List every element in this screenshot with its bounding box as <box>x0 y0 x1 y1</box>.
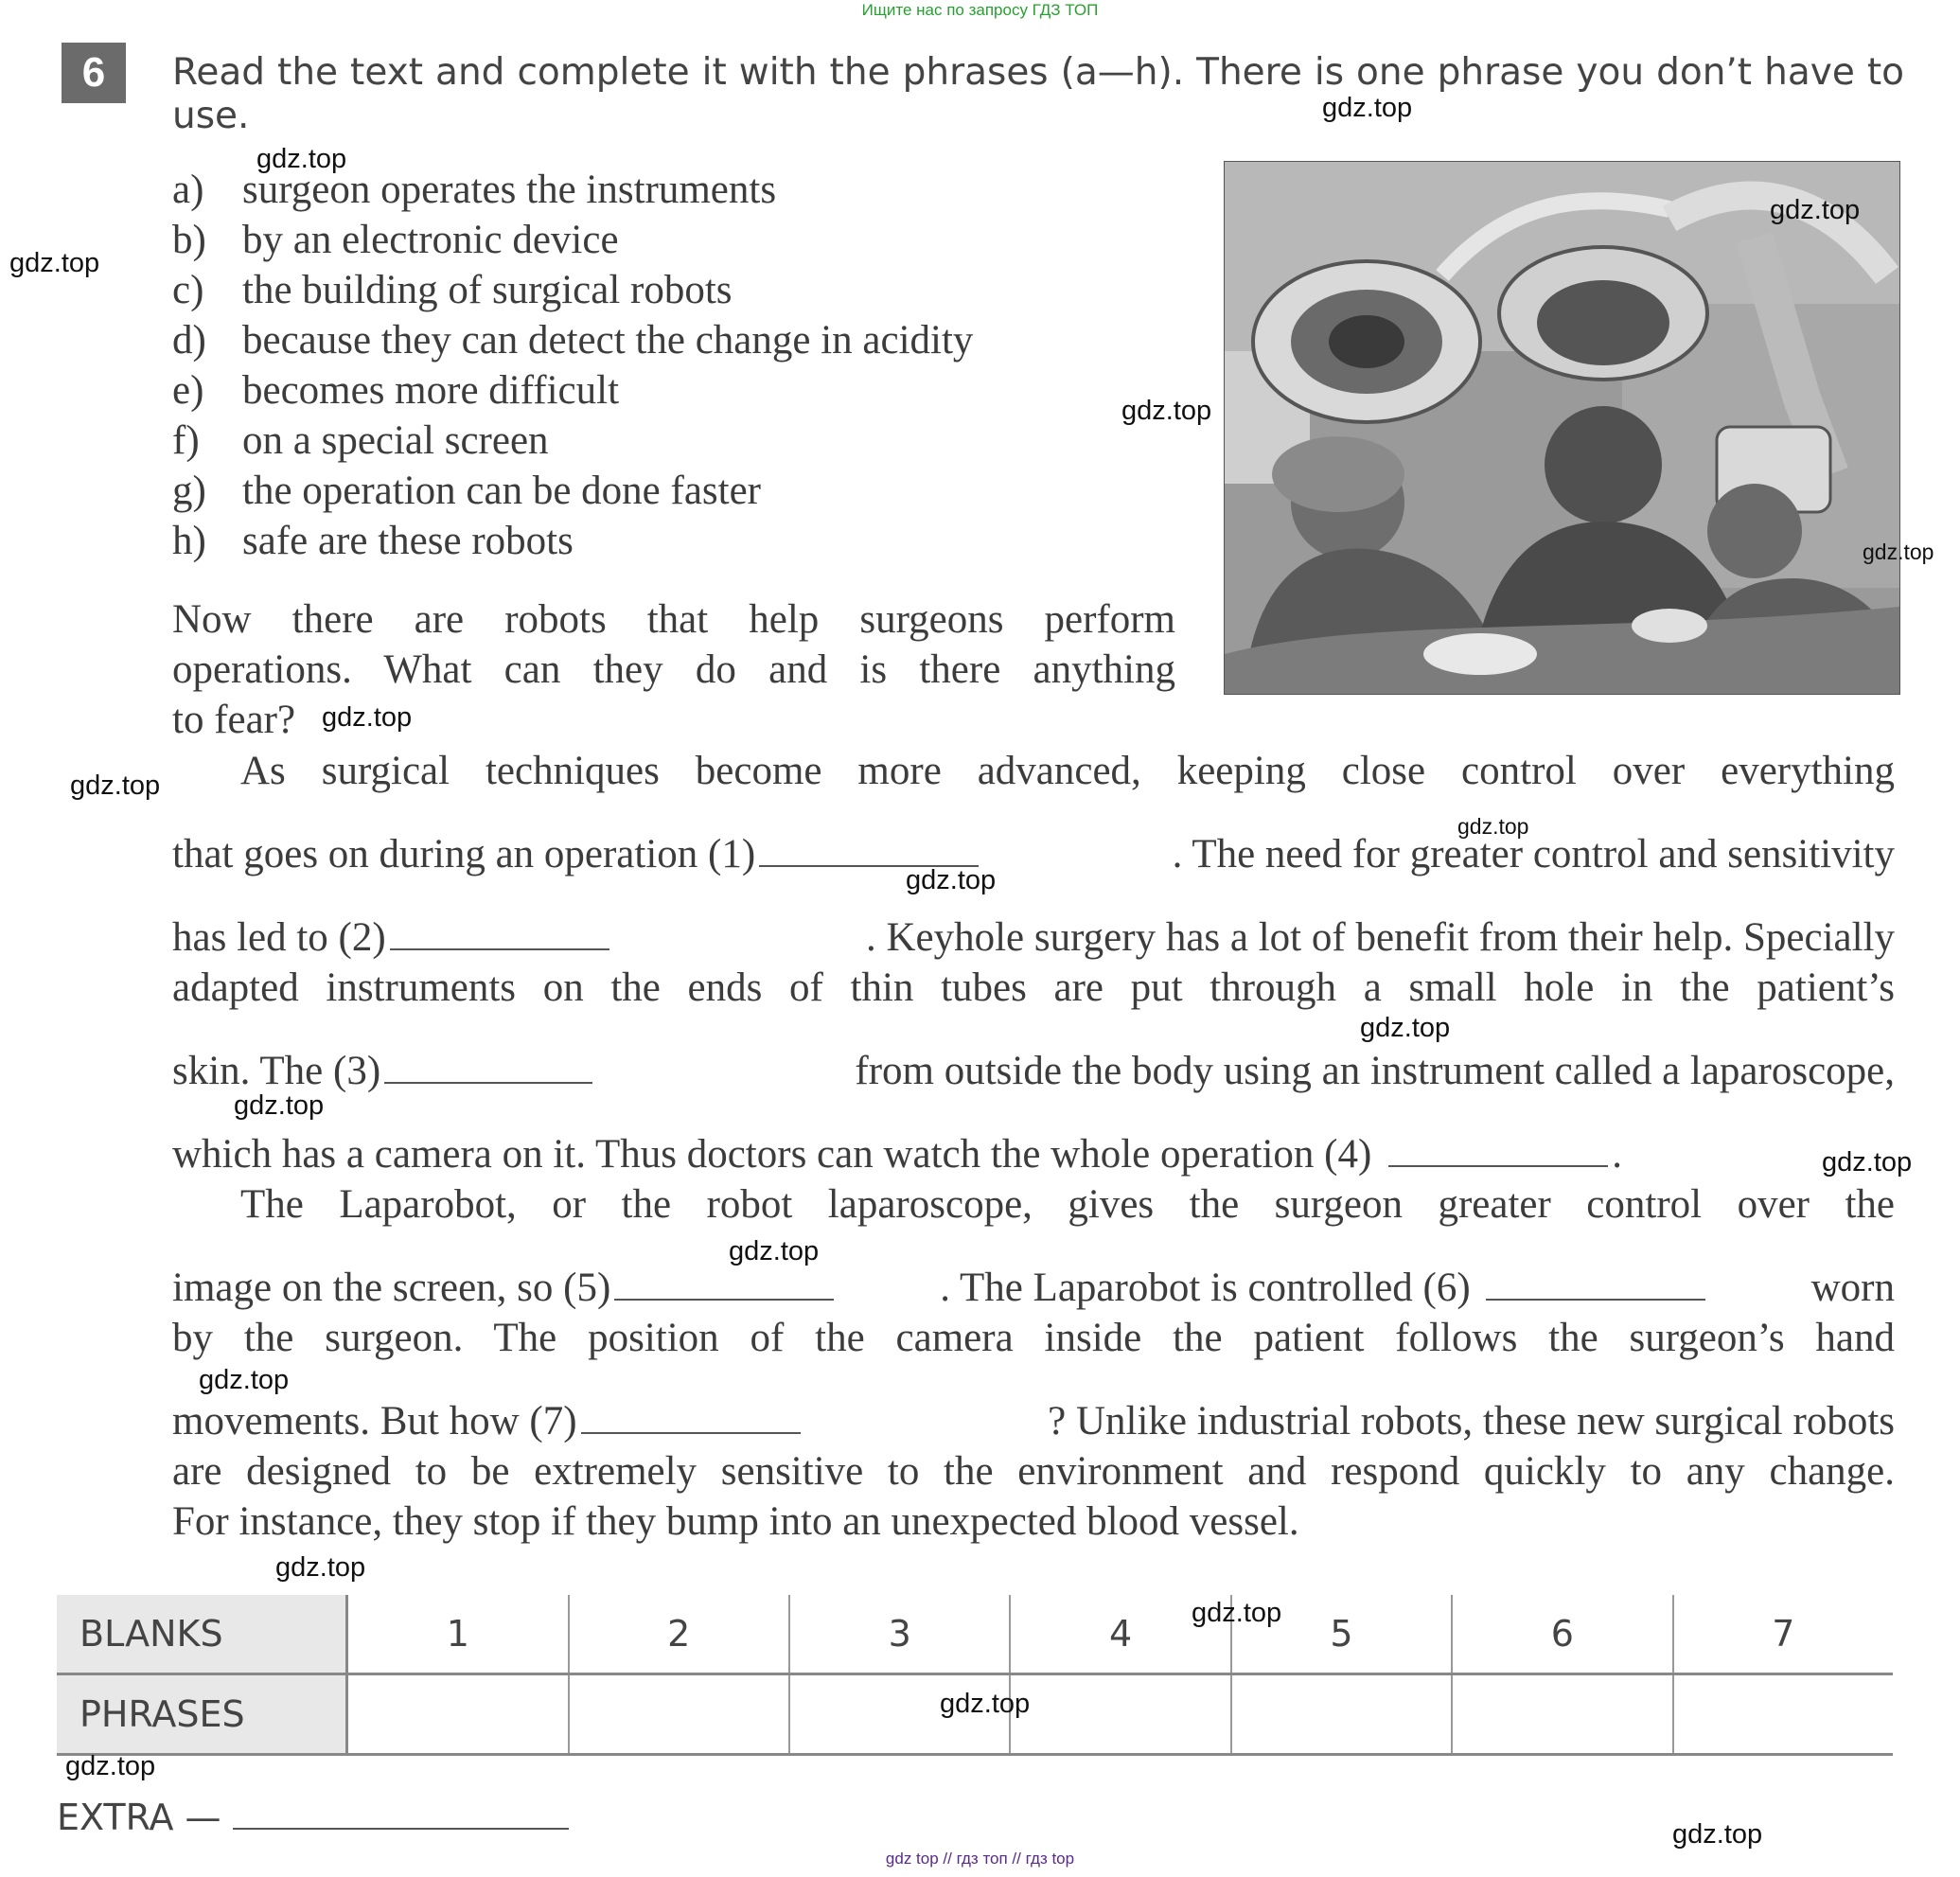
text-line-9: by the surgeon. The position of the camera inside the patient follows the surgeon’s hand <box>172 1316 1895 1360</box>
answer-cell-1[interactable] <box>347 1674 569 1755</box>
watermark: gdz.top <box>1457 814 1529 839</box>
answer-cell-4[interactable] <box>1010 1674 1230 1755</box>
answers-table <box>57 1595 1893 1756</box>
text-line-1: As surgical techniques become more advanced, keeping close control over everything <box>240 749 1895 793</box>
watermark: gdz.top <box>256 144 347 174</box>
watermark: gdz.top <box>906 865 997 895</box>
answer-cell-7[interactable] <box>1673 1674 1893 1755</box>
intro-line-2: operations. What can they do and is there anything <box>172 647 1175 692</box>
watermark: gdz.top <box>322 702 413 733</box>
text-line-8: image on the screen, so (5) . The Laparobot is controlled (6) worn <box>172 1266 1895 1310</box>
top-banner[interactable]: Ищите нас по запросу ГДЗ ТОП <box>861 1 1099 19</box>
answer-cell-2[interactable] <box>569 1674 789 1755</box>
phrase-c: c) the building of surgical robots <box>172 268 733 312</box>
blank-header-7: 7 <box>1673 1595 1893 1674</box>
phrase-h: h) safe are these robots <box>172 519 574 563</box>
exercise-number: 6 <box>62 43 126 103</box>
watermark: gdz.top <box>1863 540 1934 564</box>
text-line-2: that goes on during an operation (1) . The need for greater control and sensitivity <box>172 832 1895 877</box>
watermark: gdz.top <box>9 248 100 278</box>
surgery-photo <box>1224 161 1900 695</box>
watermark: gdz.top <box>1822 1147 1913 1178</box>
watermark: gdz.top <box>1192 1598 1282 1628</box>
text-line-7: The Laparobot, or the robot laparoscope, gives the surgeon greater control over the <box>240 1182 1895 1227</box>
phrase-e: e) becomes more difficult <box>172 368 620 413</box>
watermark: gdz.top <box>275 1552 366 1583</box>
bottom-banner[interactable]: gdz top // гдз топ // гдз top <box>885 1850 1075 1868</box>
phrase-b: b) by an electronic device <box>172 218 619 262</box>
watermark: gdz.top <box>1322 93 1413 123</box>
blank-header-5: 5 <box>1231 1595 1452 1674</box>
watermark: gdz.top <box>70 770 161 801</box>
text-line-3: has led to (2) . Keyhole surgery has a lot of benefit from their help. Specially <box>172 915 1895 960</box>
text-line-5: skin. The (3) from outside the body using an instrument called a laparoscope, <box>172 1049 1895 1093</box>
watermark: gdz.top <box>234 1090 325 1121</box>
watermark: gdz.top <box>1121 396 1212 426</box>
blanks-row <box>57 1595 1893 1674</box>
blank-3[interactable] <box>384 1072 592 1084</box>
phrase-f: f) on a special screen <box>172 418 549 463</box>
blank-header-3: 3 <box>789 1595 1010 1674</box>
watermark: gdz.top <box>199 1365 290 1395</box>
phrase-g: g) the operation can be done faster <box>172 469 761 513</box>
answer-cell-5[interactable] <box>1231 1674 1452 1755</box>
watermark: gdz.top <box>1770 195 1861 225</box>
blanks-label: BLANKS <box>57 1595 347 1674</box>
phrase-d: d) because they can detect the change in acidity <box>172 318 974 363</box>
blank-5[interactable] <box>614 1289 834 1301</box>
blank-header-2: 2 <box>569 1595 789 1674</box>
phrase-a: a) surgeon operates the instruments <box>172 168 777 212</box>
blank-6[interactable] <box>1486 1289 1705 1301</box>
text-line-4: adapted instruments on the ends of thin tubes are put through a small hole in the patient’s <box>172 965 1895 1010</box>
text-line-11: are designed to be extremely sensitive to the environment and respond quickly to any change. <box>172 1449 1895 1494</box>
blank-header-6: 6 <box>1452 1595 1672 1674</box>
blank-4[interactable] <box>1388 1156 1608 1167</box>
watermark: gdz.top <box>65 1751 156 1781</box>
blank-header-4: 4 <box>1010 1595 1230 1674</box>
text-line-6: which has a camera on it. Thus doctors can watch the whole operation (4) . <box>172 1132 1623 1177</box>
phrases-label: PHRASES <box>57 1674 347 1755</box>
blank-7[interactable] <box>581 1423 801 1434</box>
extra-answer-line[interactable] <box>233 1824 569 1830</box>
extra-answer <box>57 1797 569 1838</box>
intro-line-3: to fear? <box>172 698 296 742</box>
watermark: gdz.top <box>1360 1013 1451 1043</box>
blank-2[interactable] <box>390 939 609 950</box>
watermark: gdz.top <box>729 1236 820 1266</box>
instruction-text: Read the text and complete it with the phrases (a—h). There is one phrase you don’t have to use. <box>172 51 1904 137</box>
intro-line-1: Now there are robots that help surgeons perform <box>172 597 1175 642</box>
operating-room-illustration <box>1225 162 1899 694</box>
extra-label: EXTRA — <box>57 1797 221 1838</box>
blank-header-1: 1 <box>347 1595 569 1674</box>
answer-cell-6[interactable] <box>1452 1674 1672 1755</box>
watermark: gdz.top <box>1672 1819 1763 1850</box>
text-line-10: movements. But how (7) ? Unlike industrial robots, these new surgical robots <box>172 1399 1895 1443</box>
watermark: gdz.top <box>940 1689 1031 1719</box>
text-line-12: For instance, they stop if they bump into an unexpected blood vessel. <box>172 1499 1299 1544</box>
